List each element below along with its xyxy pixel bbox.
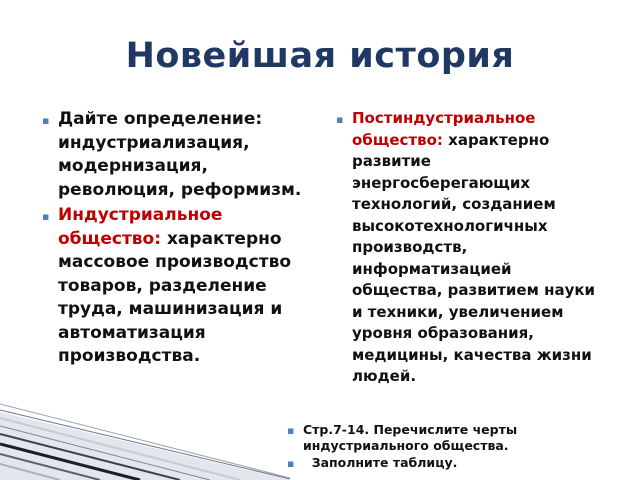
task-list	[287, 422, 587, 472]
list-item	[42, 108, 307, 202]
list-item	[336, 108, 606, 388]
slide-title: Новейшая история	[125, 36, 515, 76]
list-item	[42, 204, 307, 369]
list-item	[287, 455, 587, 471]
bullet-icon: ▪	[42, 114, 50, 127]
item-text: характерно массовое производство товаров, разделение труда, машинизация и автоматизация производства.	[58, 228, 292, 366]
item-text: Стр.7-14. Перечислите черты индустриального общества.	[303, 422, 518, 453]
diagonal-stripes-decoration	[0, 390, 290, 480]
left-bullet-list	[42, 108, 307, 371]
bullet-icon: ▪	[42, 210, 50, 223]
bullet-icon: ▪	[287, 424, 295, 437]
item-text: Заполните таблицу.	[303, 455, 458, 470]
item-text: Дайте определение: индустриализация, модернизация, революция, реформизм.	[58, 109, 302, 200]
bullet-icon: ▪	[287, 457, 295, 470]
right-bullet-list	[336, 108, 606, 388]
item-text: характерно развитие энергосберегающих технологий, созданием высокотехнологичных производств, информатизацией общества, развитием науки и техники, увеличением уровня образования, медицины, качества жизни людей.	[352, 130, 596, 385]
bullet-icon: ▪	[336, 113, 344, 126]
term-label: Постиндустриальное общество:	[352, 109, 536, 149]
term-label: Индустриальное общество:	[58, 205, 223, 249]
list-item	[287, 422, 587, 454]
